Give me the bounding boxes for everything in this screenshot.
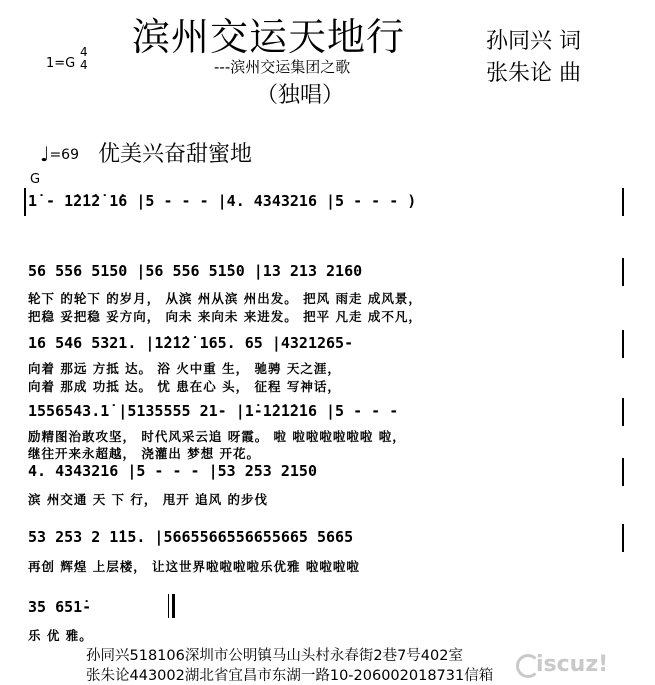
final-barline-thin: [168, 594, 169, 618]
score-line-2-lyrics-2: 把稳 妥把稳 妥方向， 向未 来向未 来进发。 把平 凡走 成不凡，: [28, 309, 422, 324]
barline: [622, 524, 624, 552]
final-barline-thick: [172, 594, 175, 618]
score-line-2-lyrics-1: 轮下 的轮下 的岁月， 从滨 州从滨 州出发。 把风 雨走 成风景，: [28, 291, 422, 306]
score-line-6-notes: 53 253 2 1̇15. |5665566556655665 5665: [28, 528, 354, 546]
start-barline: [24, 188, 26, 216]
score-line-3-lyrics-1: 向着 那远 方抵 达。 浴 火中重 生， 驰骋 天之涯，: [28, 361, 341, 376]
time-signature-bottom: 4: [80, 58, 88, 72]
watermark: iscuz!: [536, 652, 609, 677]
barline: [622, 398, 624, 426]
expression-marking: 优美兴奋甜蜜地: [98, 142, 253, 167]
score-line-6-lyrics-1: 再创 辉煌 上层楼， 让这世界啦啦啦啦乐优雅 啦啦啦啦: [28, 559, 360, 574]
barline: [622, 188, 624, 216]
score-line-1-notes: 1̇ - 1̇2̇1̇2̇ 1̇6 |5 - - - |4. 4343216 |5 - - - ): [28, 192, 417, 210]
score-line-4-lyrics-2: 继往开来永超越， 浇灌出 梦想 开花。: [28, 446, 261, 461]
time-signature: [80, 46, 88, 72]
quarter-note-icon: ♩: [40, 142, 50, 166]
score-line-7-lyrics-1: 乐 优 雅。: [28, 628, 93, 643]
score-line-4-notes: 1556543.1̇ |5135555 21- |1̇-1̇2̇1̇2̇16 |5 - - -: [28, 402, 399, 420]
chord-symbol: G: [30, 172, 41, 187]
score-line-3-notes: 16 546 5321. |1̇2̇1̇2̇ 165. 65 |4321265-: [28, 334, 354, 352]
tempo-value: =69: [49, 147, 79, 163]
score-line-7-notes: 35 651̇-: [28, 598, 92, 616]
composer-address: 张朱论443002湖北省宜昌市东湖一路10-206002018731信箱: [86, 668, 494, 684]
song-title: 滨州交运天地行: [132, 15, 406, 59]
song-subtitle: ---滨州交运集团之歌: [214, 58, 351, 76]
score-line-4-lyrics-1: 励精图治敢攻坚， 时代风采云追 呀霞。 啦 啦啦啦啦啦啦 啦，: [28, 429, 406, 444]
lyricist-credit: 孙同兴 词: [486, 29, 581, 54]
barline: [622, 458, 624, 486]
key-signature: 1=G: [46, 56, 76, 71]
barline: [622, 330, 624, 358]
time-signature-top: 4: [80, 45, 88, 59]
score-line-5-notes: 4. 4343216 |5 - - - |53 253 2150: [28, 462, 317, 480]
score-line-2-notes: 56 556 5150 |56 556 51̇50 |13 213 2160: [28, 262, 363, 280]
score-line-5-lyrics-1: 滨 州交通 天 下 行， 甩开 追风 的步伐: [28, 492, 268, 507]
tempo-marking: [40, 142, 79, 166]
performance-type: （独唱）: [256, 83, 345, 108]
barline: [622, 258, 624, 286]
lyricist-address: 孙同兴518106深圳市公明镇马山头村永春街2巷7号402室: [86, 648, 463, 664]
score-line-3-lyrics-2: 向着 那成 功抵 达。 忧 患在心 头， 征程 写神话，: [28, 379, 341, 394]
composer-credit: 张朱论 曲: [486, 61, 581, 86]
